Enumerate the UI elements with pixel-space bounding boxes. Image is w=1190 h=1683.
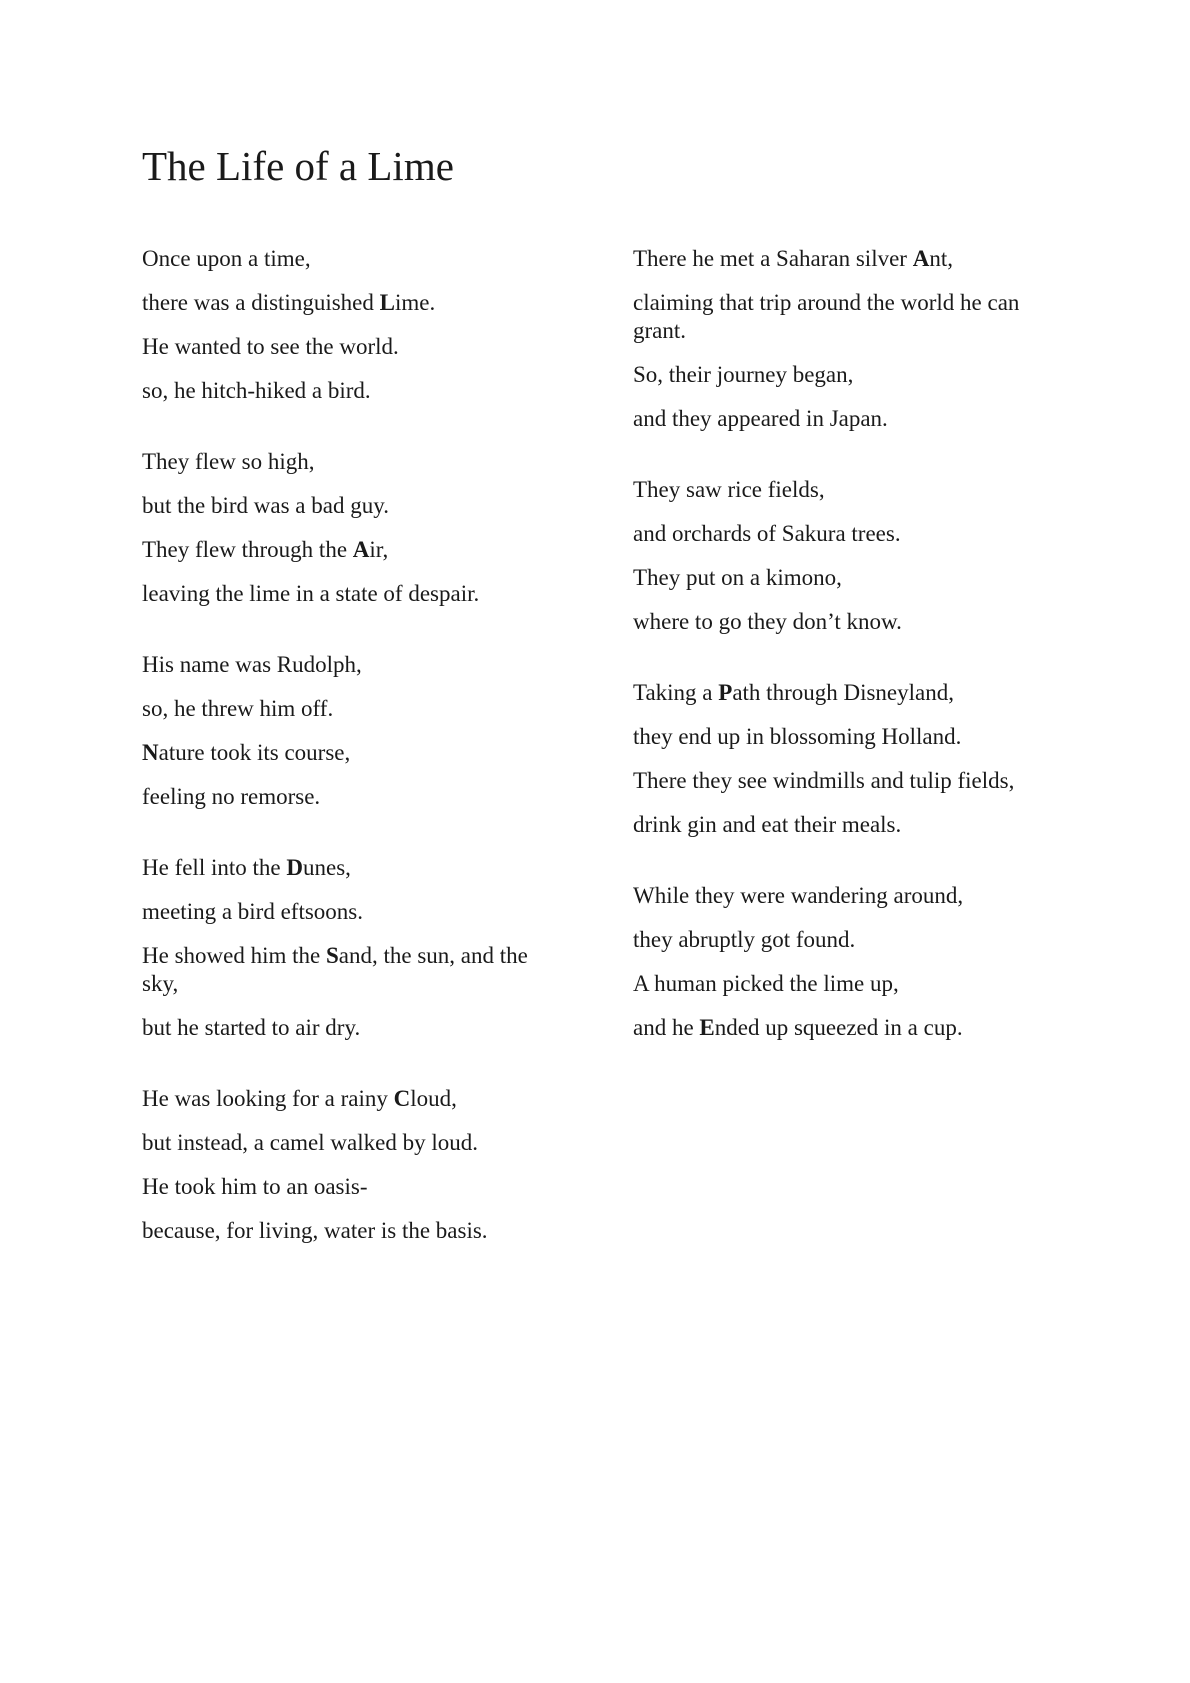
- poem-line: [633, 289, 1053, 345]
- line-text: nded up squeezed in a cup.: [714, 1015, 963, 1040]
- stanza: [142, 448, 562, 608]
- line-text: They saw rice fields,: [633, 477, 825, 502]
- poem-line: [633, 361, 1053, 389]
- poem-line: [633, 405, 1053, 433]
- poem-line: [633, 723, 1053, 751]
- line-text: His name was Rudolph,: [142, 652, 362, 677]
- poem-line: [142, 898, 562, 926]
- poem-line: [633, 882, 1053, 910]
- line-text: ath through Disneyland,: [732, 680, 954, 705]
- stanza: [633, 245, 1053, 433]
- poem-line: [142, 1085, 562, 1113]
- poem-line: [633, 1014, 1053, 1042]
- poem-line: [142, 536, 562, 564]
- line-text: ir,: [369, 537, 389, 562]
- acrostic-letter: A: [352, 537, 370, 562]
- acrostic-letter: C: [393, 1086, 411, 1111]
- poem-line: [633, 245, 1053, 273]
- stanza: [142, 1085, 562, 1245]
- line-text: So, their journey began,: [633, 362, 854, 387]
- line-text: and they appeared in Japan.: [633, 406, 888, 431]
- line-text: and orchards of Sakura trees.: [633, 521, 901, 546]
- line-text: and, the sun, and the sky,: [142, 943, 528, 996]
- poem-line: [633, 564, 1053, 592]
- acrostic-letter: N: [142, 740, 159, 765]
- poem-line: [142, 739, 562, 767]
- poem-line: [142, 651, 562, 679]
- acrostic-letter: P: [718, 680, 733, 705]
- line-text: but instead, a camel walked by loud.: [142, 1130, 478, 1155]
- poem-line: [633, 608, 1053, 636]
- poem-line: [142, 854, 562, 882]
- line-text: but the bird was a bad guy.: [142, 493, 389, 518]
- right-column: [633, 245, 1053, 1085]
- line-text: He took him to an oasis-: [142, 1174, 368, 1199]
- poem-line: [633, 926, 1053, 954]
- poem-line: [142, 1014, 562, 1042]
- poem-line: [633, 476, 1053, 504]
- line-text: nt,: [929, 246, 953, 271]
- acrostic-letter: L: [379, 290, 395, 315]
- line-text: because, for living, water is the basis.: [142, 1218, 488, 1243]
- poem-line: [142, 1217, 562, 1245]
- poem-line: [633, 679, 1053, 707]
- line-text: They flew through the: [142, 537, 353, 562]
- poem-title: The Life of a Lime: [142, 143, 454, 189]
- stanza: [142, 651, 562, 811]
- stanza: [633, 679, 1053, 839]
- poem-line: [633, 970, 1053, 998]
- line-text: He showed him the: [142, 943, 326, 968]
- line-text: claiming that trip around the world he can grant.: [633, 290, 1020, 343]
- line-text: so, he hitch-hiked a bird.: [142, 378, 371, 403]
- poem-line: [142, 245, 562, 273]
- acrostic-letter: S: [325, 943, 339, 968]
- poem-line: [142, 695, 562, 723]
- poem-line: [142, 492, 562, 520]
- line-text: and he: [633, 1015, 700, 1040]
- line-text: He wanted to see the world.: [142, 334, 399, 359]
- poem-line: [142, 1129, 562, 1157]
- poem-line: [142, 377, 562, 405]
- stanza: [633, 476, 1053, 636]
- line-text: He was looking for a rainy: [142, 1086, 394, 1111]
- line-text: but he started to air dry.: [142, 1015, 361, 1040]
- line-text: where to go they don’t know.: [633, 609, 902, 634]
- poem-line: [142, 289, 562, 317]
- line-text: so, he threw him off.: [142, 696, 334, 721]
- poem-line: [633, 767, 1053, 795]
- poem-line: [633, 520, 1053, 548]
- poem-line: [633, 811, 1053, 839]
- poem-line: [142, 333, 562, 361]
- left-column: [142, 245, 562, 1288]
- stanza: [142, 245, 562, 405]
- stanza: [633, 882, 1053, 1042]
- line-text: leaving the lime in a state of despair.: [142, 581, 480, 606]
- line-text: ature took its course,: [158, 740, 351, 765]
- poem-line: [142, 783, 562, 811]
- poem-line: [142, 580, 562, 608]
- line-text: ime.: [394, 290, 436, 315]
- line-text: They flew so high,: [142, 449, 315, 474]
- line-text: unes,: [302, 855, 351, 880]
- poem-line: [142, 942, 562, 998]
- line-text: He fell into the: [142, 855, 287, 880]
- line-text: they abruptly got found.: [633, 927, 856, 952]
- acrostic-letter: D: [286, 855, 303, 880]
- line-text: loud,: [410, 1086, 457, 1111]
- line-text: Taking a: [633, 680, 719, 705]
- line-text: There they see windmills and tulip fields,: [633, 768, 1015, 793]
- line-text: Once upon a time,: [142, 246, 311, 271]
- stanza: [142, 854, 562, 1042]
- line-text: there was a distinguished: [142, 290, 380, 315]
- poem-line: [142, 1173, 562, 1201]
- line-text: A human picked the lime up,: [633, 971, 899, 996]
- line-text: drink gin and eat their meals.: [633, 812, 902, 837]
- line-text: They put on a kimono,: [633, 565, 842, 590]
- line-text: they end up in blossoming Holland.: [633, 724, 962, 749]
- line-text: meeting a bird eftsoons.: [142, 899, 364, 924]
- acrostic-letter: E: [699, 1015, 715, 1040]
- acrostic-letter: A: [912, 246, 930, 271]
- line-text: While they were wandering around,: [633, 883, 964, 908]
- poem-line: [142, 448, 562, 476]
- line-text: There he met a Saharan silver: [633, 246, 913, 271]
- line-text: feeling no remorse.: [142, 784, 321, 809]
